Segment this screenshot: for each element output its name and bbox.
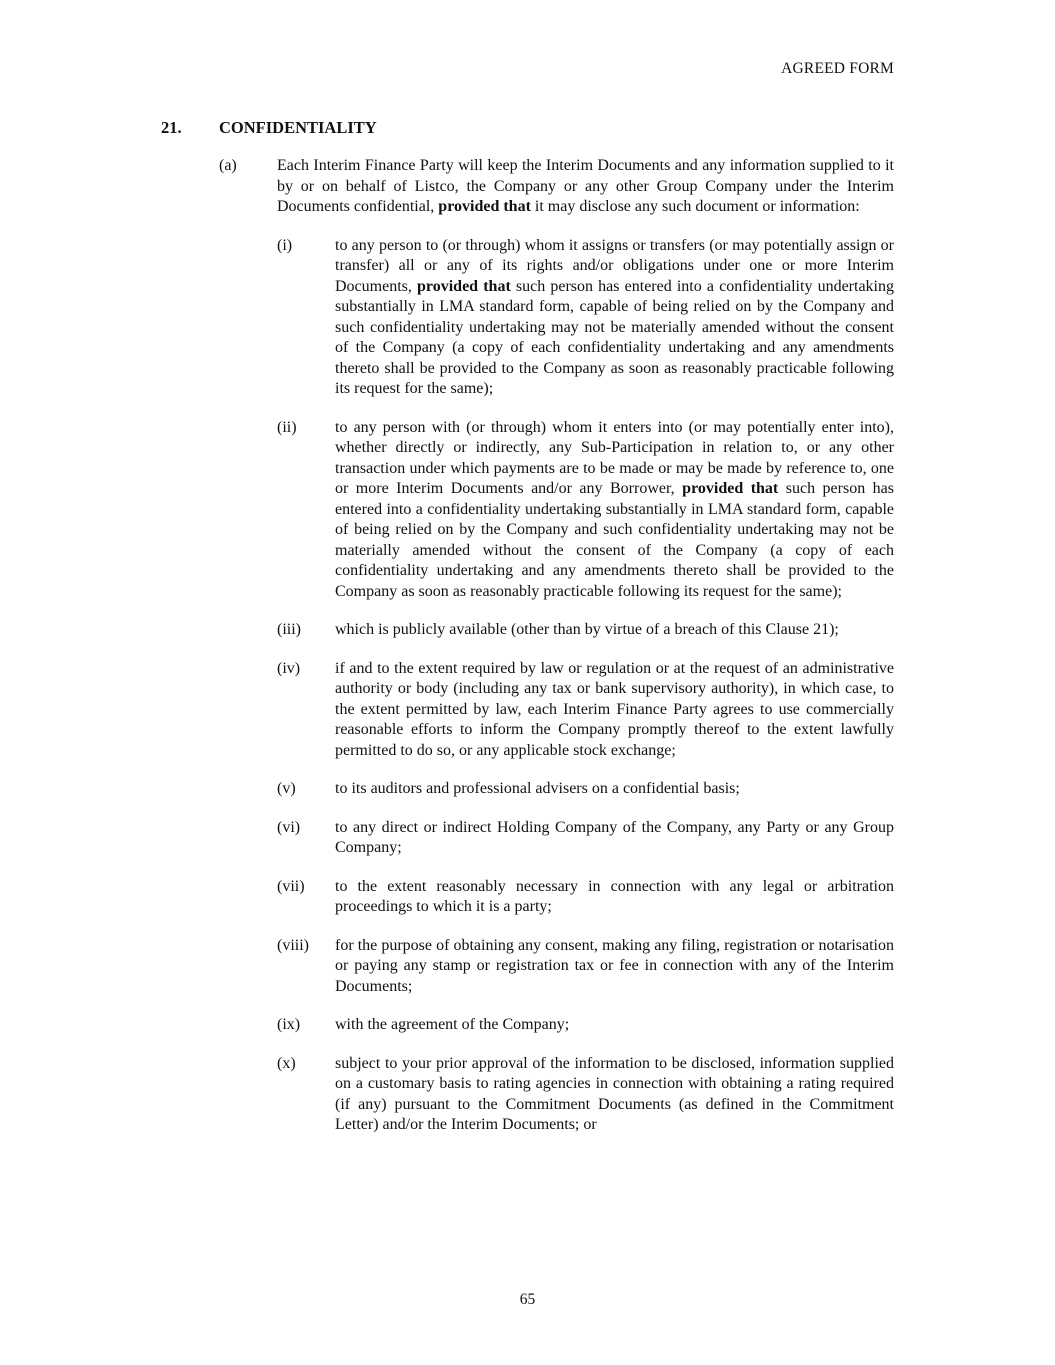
paragraph-a-label: (a) [219, 157, 237, 174]
sub-item-iv-text: if and to the extent required by law or regulation or at the request of an administrative authority or body (including any tax or bank supervisory authority), in which case, to the extent permitted by law, each Interim Finance Party agrees to use commercially reasonable efforts to inform the Company promptly thereof to the extent lawfully permitted to do so, or any applicable stock exchange; [335, 659, 894, 759]
sub-item-viii [277, 936, 894, 998]
sub-item-iii-text: which is publicly available (other than by virtue of a breach of this Clause 21); [335, 621, 839, 638]
sub-item-ii-text-2: such person has entered into a confidentiality undertaking substantially in LMA standard form, capable of being relied on by the Company and such confidentiality undertaking may not be materially amended without the consent of the Company (a copy of each confidentiality undertaking and any amendments thereto shall be provided to the Company as soon as reasonably practicable following its request for the same); [335, 480, 895, 600]
sub-item-vii-text: to the extent reasonably necessary in connection with any legal or arbitration proceedings to which it is a party; [335, 877, 894, 915]
sub-item-viii-label: (viii) [277, 936, 309, 954]
paragraph-a-text-1: Each Interim Finance Party will keep the Interim Documents and any information supplied to it by or on behalf of Listco, the Company or any other Group Company under the Interim Documents confidential, [277, 157, 894, 215]
sub-item-x-label: (x) [277, 1054, 296, 1072]
paragraph-a [219, 156, 894, 218]
sub-item-ix [277, 1015, 894, 1036]
sub-item-i-text-1: to any person to (or through) whom it assigns or transfers (or may potentially assign or transfer) all or any of its rights and/or obligations under one or more Interim Documents, [335, 236, 894, 295]
sub-item-vi [277, 818, 894, 859]
sub-item-iv-label: (iv) [277, 659, 301, 677]
sub-item-v-label: (v) [277, 780, 296, 797]
sub-item-ii [277, 418, 894, 603]
sub-item-vi-text: to any direct or indirect Holding Company of the Company, any Party or any Group Company; [335, 818, 894, 856]
sub-item-list [277, 236, 894, 1136]
sub-item-i-label: (i) [277, 236, 293, 254]
clause-title: CONFIDENTIALITY [219, 118, 377, 137]
clause-body [219, 156, 894, 1154]
page-number: 65 [519, 1291, 536, 1308]
sub-item-v [277, 779, 894, 800]
sub-item-iv [277, 659, 894, 762]
document-header: AGREED FORM [781, 60, 894, 77]
paragraph-a-bold: provided that [438, 198, 531, 215]
sub-item-iii [277, 620, 894, 641]
sub-item-iii-label: (iii) [277, 621, 301, 638]
sub-item-vii-label: (vii) [277, 877, 305, 895]
sub-item-ix-text: with the agreement of the Company; [335, 1016, 570, 1033]
sub-item-x [277, 1054, 894, 1136]
sub-item-ii-label: (ii) [277, 418, 297, 436]
clause-number: 21. [161, 118, 182, 137]
sub-item-i-text-2: such person has entered into a confidentiality undertaking substantially in LMA standard form, capable of being relied on by the Company and such confidentiality undertaking may not be materially amended without the consent of the Company (a copy of each confidentiality undertaking and any amendments thereto shall be provided to the Company as soon as reasonably practicable following its request for the same); [335, 277, 894, 397]
sub-item-x-text: subject to your prior approval of the information to be disclosed, information supplied on a customary basis to rating agencies in connection with obtaining a rating required (if any) pursuant to the Commitment Documents (as defined in the Commitment Letter) and/or the Interim Documents; or [335, 1054, 894, 1133]
sub-item-v-text: to its auditors and professional advisers on a confidential basis; [335, 780, 740, 797]
paragraph-a-text-2: it may disclose any such document or information: [530, 198, 860, 215]
sub-item-ii-bold: provided that [682, 480, 779, 497]
sub-item-i [277, 236, 894, 400]
sub-item-vii [277, 877, 894, 918]
sub-item-ii-text-1: to any person with (or through) whom it enters into (or may potentially enter into), whether directly or indirectly, any Sub-Participation in relation to, or any other transaction under which payments are to be made or may be made by reference to, one or more Interim Documents and/or any Borrower, [335, 418, 894, 497]
sub-item-vi-label: (vi) [277, 818, 301, 836]
sub-item-viii-text: for the purpose of obtaining any consent, making any filing, registration or notarisation or paying any stamp or registration tax or fee in connection with any of the Interim Documents; [335, 936, 894, 995]
sub-item-ix-label: (ix) [277, 1016, 301, 1033]
sub-item-i-bold: provided that [417, 277, 511, 295]
